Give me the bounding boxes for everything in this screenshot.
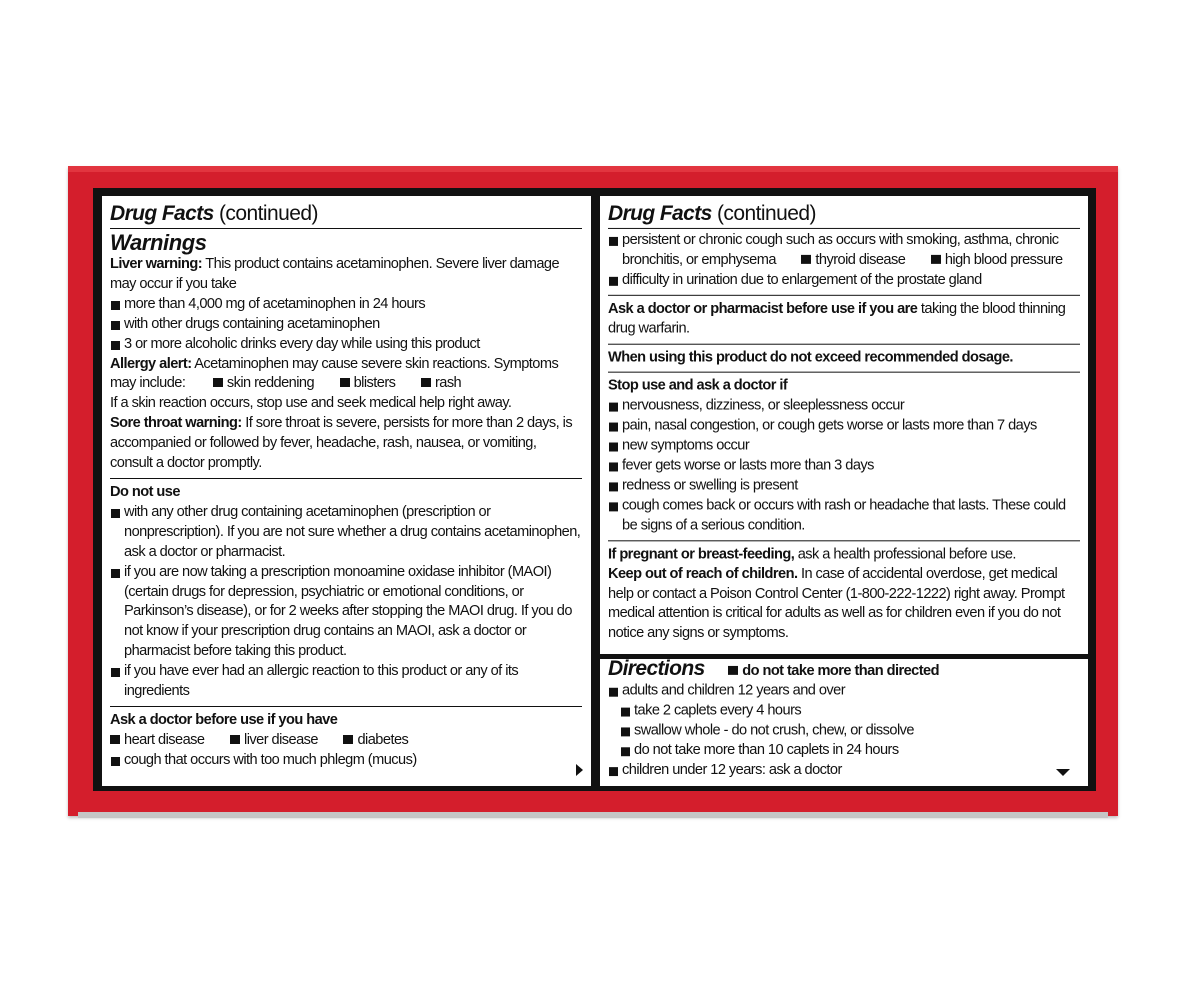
keep-out-text: In case of accidental overdose, get medical help or contact a Poison Control Center (1-800-222-1222) right away. Prompt medical attention is critical for adults as well as for children even if you do not notice any signs or symptoms.	[608, 565, 1065, 642]
stop-use-item: pain, nasal congestion, or cough gets worse or lasts more than 7 days	[608, 417, 1080, 437]
do-not-use-title: Do not use	[110, 483, 180, 500]
liver-warning-text: This product contains acetaminophen. Severe liver damage may occur if you take	[110, 256, 560, 292]
warnings-title: Warnings	[110, 230, 207, 255]
ask-pharmacist-section	[608, 300, 1080, 345]
adult-dosage-item: do not take more than 10 caplets in 24 hours	[620, 741, 1080, 761]
drug-facts-right-panel	[600, 196, 1088, 654]
allergy-followup: If a skin reaction occurs, stop use and seek medical help right away.	[110, 395, 512, 412]
drug-facts-left-panel	[102, 196, 591, 786]
bullet-square-icon	[340, 378, 350, 387]
do-not-use-item: with any other drug containing acetaminophen (prescription or nonprescription). If you are not sure whether a drug contains acetaminophen, ask a doctor or pharmacist.	[110, 503, 582, 563]
bullet-square-icon	[931, 255, 941, 264]
chronic-cough-item: persistent or chronic cough such as occurs with smoking, asthma, chronic bronchitis, or emphysema	[622, 231, 1059, 268]
pregnancy-label: If pregnant or breast-feeding,	[608, 545, 795, 562]
adult-dosage-item: take 2 caplets every 4 hours	[620, 701, 1080, 721]
symptom-item: blisters	[353, 375, 396, 392]
carton-bottom-edge	[78, 812, 1108, 818]
sore-throat-text: If sore throat is severe, persists for more than 2 days, is accompanied or followed by fever, headache, rash, nausea, or vomiting, consult a doctor promptly.	[110, 415, 573, 472]
adult-dosage-item: swallow whole - do not crush, chew, or dissolve	[620, 721, 1080, 741]
left-header-title: Drug Facts	[110, 202, 214, 225]
bullet-square-icon	[801, 255, 811, 264]
directions-adults: adults and children 12 years and over	[608, 682, 1080, 702]
keep-out-warning	[608, 565, 1080, 644]
stop-use-item: redness or swelling is present	[608, 476, 1080, 496]
pregnancy-text: ask a health professional before use.	[797, 545, 1016, 562]
sore-throat-label: Sore throat warning:	[110, 415, 242, 432]
left-header	[110, 200, 582, 229]
condition-item: liver disease	[244, 731, 318, 748]
symptom-item: rash	[434, 375, 462, 392]
ask-doctor-inline-list	[110, 731, 582, 751]
condition-item: high blood pressure	[944, 251, 1063, 268]
allergy-alert-label: Allergy alert:	[110, 355, 192, 372]
stop-use-item: cough comes back or occurs with rash or headache that lasts. These could be signs of a serious condition.	[608, 496, 1080, 536]
ask-pharmacist-label: Ask a doctor or pharmacist before use if you are	[608, 300, 918, 317]
continue-arrow-down-icon	[1056, 769, 1070, 776]
directions-children: children under 12 years: ask a doctor	[608, 761, 1080, 781]
carton-top-edge	[68, 166, 1118, 172]
warnings-section	[110, 231, 582, 479]
directions-heading	[608, 659, 1080, 682]
right-header-suffix: (continued)	[716, 201, 816, 225]
do-not-use-section	[110, 483, 582, 707]
ask-doctor-section	[110, 711, 582, 775]
stop-use-item: fever gets worse or lasts more than 3 days	[608, 457, 1080, 477]
do-not-use-item: if you are now taking a prescription monoamine oxidase inhibitor (MAOI) (certain drugs for depression, psychiatric or emotional conditions, or Parkinson’s disease), or for 2 weeks after stopping the MAOI drug. If you do not know if your prescription drug contains an MAOI, ask a doctor or pharmacist before taking this product.	[110, 563, 582, 663]
ask-doctor-continued-section	[608, 231, 1080, 296]
liver-item: more than 4,000 mg of acetaminophen in 24 hours	[110, 295, 582, 315]
symptom-item: skin reddening	[226, 375, 315, 392]
pregnancy-warning	[608, 545, 1080, 565]
left-header-suffix: (continued)	[218, 202, 318, 225]
allergy-alert-text: Acetaminophen may cause severe skin reactions. Symptoms may include:	[110, 355, 559, 392]
continue-arrow-right-icon	[576, 764, 583, 776]
liver-warning-label: Liver warning:	[110, 256, 203, 272]
stop-use-item: new symptoms occur	[608, 437, 1080, 457]
bullet-square-icon	[728, 666, 738, 675]
condition-item: heart disease	[124, 731, 205, 748]
allergy-alert	[110, 355, 582, 395]
when-using-section	[608, 348, 1080, 373]
condition-item: thyroid disease	[815, 251, 906, 268]
stop-use-section	[608, 377, 1080, 541]
condition-list-item: difficulty in urination due to enlargement of the prostate gland	[608, 271, 1080, 291]
condition-item: diabetes	[357, 731, 409, 748]
condition-list-item	[608, 231, 1080, 271]
sore-throat-warning	[110, 414, 582, 474]
bullet-square-icon	[343, 735, 353, 744]
stop-use-item: nervousness, dizziness, or sleeplessness occur	[608, 397, 1080, 417]
bullet-square-icon	[230, 735, 240, 744]
ask-doctor-title: Ask a doctor before use if you have	[110, 711, 338, 728]
right-header	[608, 200, 1080, 229]
bullet-square-icon	[421, 378, 431, 387]
directions-inline-warning: do not take more than directed	[742, 662, 939, 679]
bullet-square-icon	[110, 735, 120, 744]
liver-item: 3 or more alcoholic drinks every day while using this product	[110, 335, 582, 355]
directions-panel	[600, 659, 1088, 786]
bullet-square-icon	[213, 378, 223, 387]
directions-title: Directions	[608, 659, 705, 680]
adult-dosage-list	[608, 701, 1080, 760]
do-not-use-item: if you have ever had an allergic reaction to this product or any of its ingredients	[110, 662, 582, 702]
ask-doctor-item: cough that occurs with too much phlegm (mucus)	[110, 751, 582, 771]
right-header-title: Drug Facts	[608, 201, 712, 225]
pregnancy-and-children-section	[608, 545, 1080, 648]
stop-use-title: Stop use and ask a doctor if	[608, 378, 788, 395]
liver-item: with other drugs containing acetaminophen	[110, 315, 582, 335]
ask-pharmacist-text: taking the blood thinning drug warfarin.	[608, 300, 1066, 337]
liver-warning	[110, 255, 582, 295]
when-using-text: When using this product do not exceed recommended dosage.	[608, 349, 1013, 366]
keep-out-label: Keep out of reach of children.	[608, 565, 798, 582]
